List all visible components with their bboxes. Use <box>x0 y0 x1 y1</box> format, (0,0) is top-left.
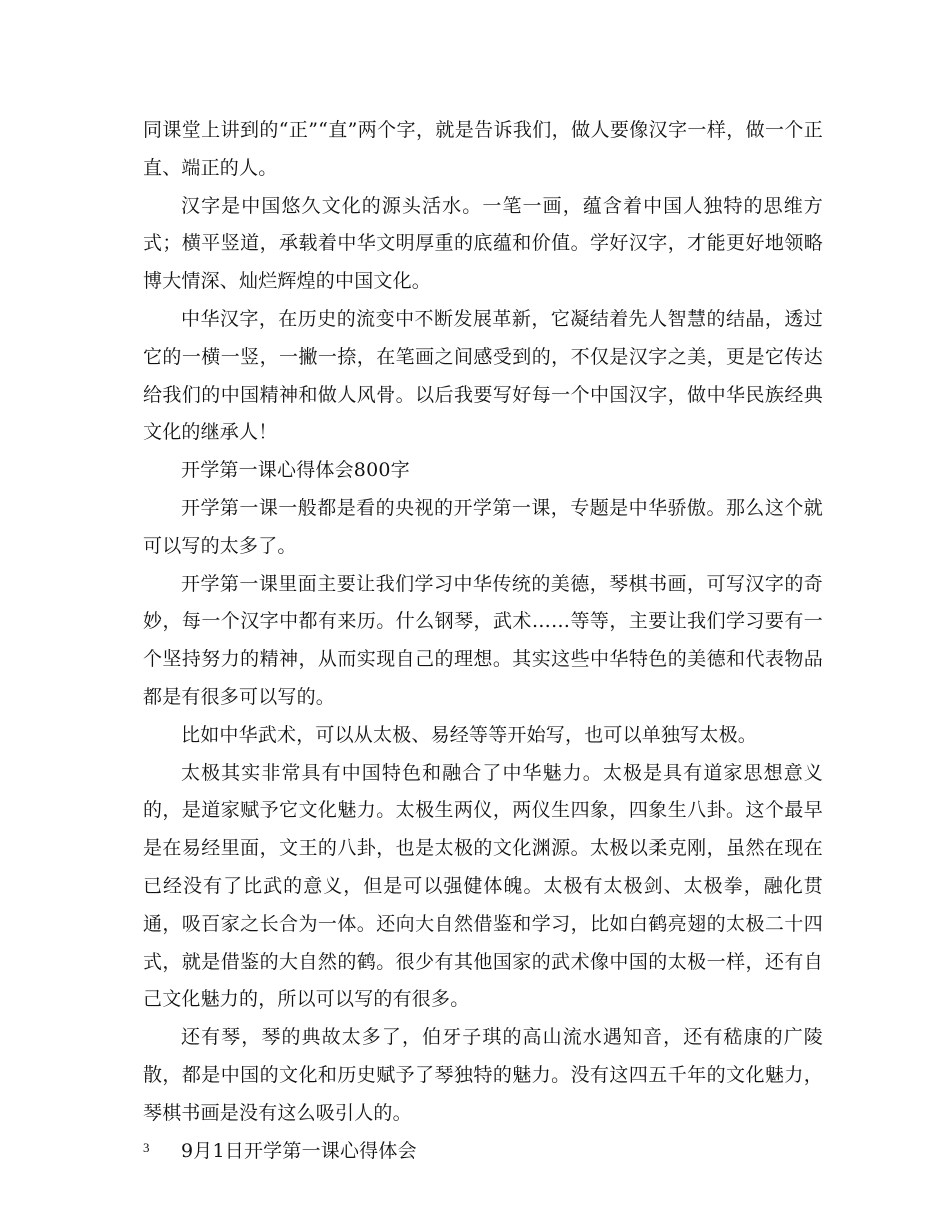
paragraph: 汉字是中国悠久文化的源头活水。一笔一画，蕴含着中国人独特的思维方式；横平竖道，承载着中华文明厚重的底蕴和价值。学好汉字，才能更好地领略博大情深、灿烂辉煌的中国文化。 <box>143 194 823 293</box>
paragraph: 开学第一课里面主要让我们学习中华传统的美德，琴棋书画，可写汉字的奇妙，每一个汉字中都有来历。什么钢琴，武术……等等，主要让我们学习要有一个坚持努力的精神，从而实现自己的理想。其实这些中华特色的美德和代表物品都是有很多可以写的。 <box>143 572 823 708</box>
paragraph: 还有琴，琴的典故太多了，伯牙子琪的高山流水遇知音，还有嵇康的广陵散，都是中国的文化和历史赋予了琴独特的魅力。没有这四五千年的文化魅力，琴棋书画是没有这么吸引人的。 <box>143 1026 823 1124</box>
document-body <box>143 112 823 1170</box>
paragraph: 开学第一课一般都是看的央视的开学第一课，专题是中华骄傲。那么这个就可以写的太多了。 <box>143 496 823 557</box>
section-heading: 9月1日开学第一课心得体会 <box>181 1139 417 1162</box>
paragraph: 中华汉字，在历史的流变中不断发展革新，它凝结着先人智慧的结晶，透过它的一横一竖，一撇一捺，在笔画之间感受到的，不仅是汉字之美，更是它传达给我们的中国精神和做人风骨。以后我要写好每一个中国汉字，做中华民族经典文化的继承人！ <box>143 307 823 444</box>
section-heading: 开学第一课心得体会800字 <box>181 459 410 482</box>
page-number: 3 <box>143 1140 150 1155</box>
paragraph: 比如中华武术，可以从太极、易经等等开始写，也可以单独写太极。 <box>181 723 758 746</box>
paragraph: 太极其实非常具有中国特色和融合了中华魅力。太极是具有道家思想意义的，是道家赋予它文化魅力。太极生两仪，两仪生四象，四象生八卦。这个最早是在易经里面，文王的八卦，也是太极的文化渊源。太极以柔克刚，虽然在现在已经没有了比武的意义，但是可以强健体魄。太极有太极剑、太极拳，融化贯通，吸百家之长合为一体。还向大自然借鉴和学习，比如白鹤亮翅的太极二十四式，就是借鉴的大自然的鹤。很少有其他国家的武术像中国的太极一样，还有自己文化魅力的，所以可以写的有很多。 <box>143 761 823 1011</box>
paragraph: 同课堂上讲到的“正”“直”两个字，就是告诉我们，做人要像汉字一样，做一个正直、端正的人。 <box>143 119 823 179</box>
